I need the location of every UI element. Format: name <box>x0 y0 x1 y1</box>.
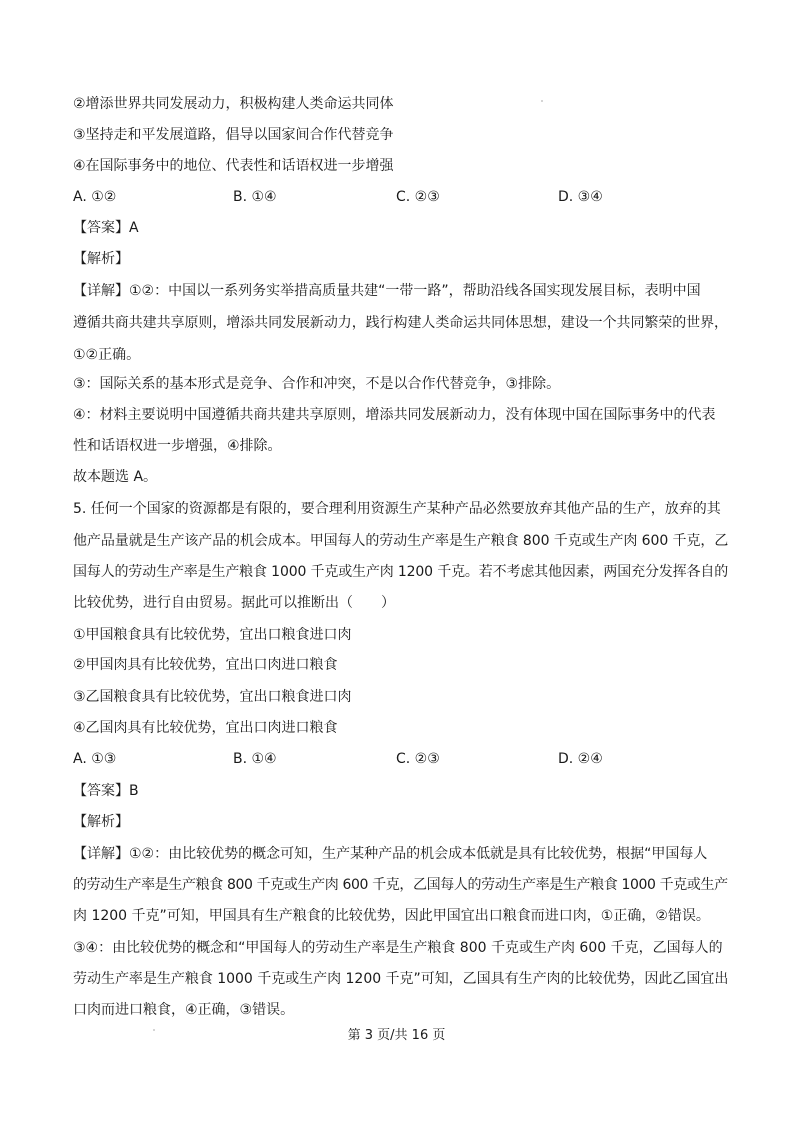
q5-answer: 【答案】B <box>73 783 139 799</box>
q5-analysis-label: 【解析】 <box>73 814 129 830</box>
q5-explanation-line: 【详解】①②：由比较优势的概念可知，生产某种产品的机会成本低就是具有比较优势，根据“甲国每人 <box>73 846 708 862</box>
q4-explanation-line: 遵循共商共建共享原则，增添共同发展新动力，践行构建人类命运共同体思想，建设一个共同繁荣的世界， <box>73 315 728 331</box>
q4-statement-2: ②增添世界共同发展动力，积极构建人类命运共同体 <box>73 96 394 112</box>
q4-explanation-line: 性和话语权进一步增强，④排除。 <box>73 438 282 454</box>
q5-explanation-line: 劳动生产率是生产粮食 1000 千克或生产肉 1200 千克”可知，乙国具有生产肉的比较优势，因此乙国宜出 <box>73 971 729 987</box>
scan-speck <box>541 100 543 102</box>
q5-stem-line: 国每人的劳动生产率是生产粮食 1000 千克或生产肉 1200 千克。若不考虑其他因素，两国充分发挥各自的 <box>73 564 729 580</box>
q5-statement-4: ④乙国肉具有比较优势，宜出口肉进口粮食 <box>73 720 338 736</box>
q5-stem-line: 5. 任何一个国家的资源都是有限的，要合理利用资源生产某种产品必然要放弃其他产品的生产，放弃的其 <box>73 501 721 517</box>
q5-option-b: B. ①④ <box>233 751 277 767</box>
q5-stem-line: 比较优势，进行自由贸易。据此可以推断出（ ） <box>73 595 395 611</box>
q5-options <box>73 750 713 768</box>
q5-option-d: D. ②④ <box>558 751 603 767</box>
q5-option-a: A. ①③ <box>73 751 117 767</box>
q4-statement-3: ③坚持走和平发展道路，倡导以国家间合作代替竞争 <box>73 127 394 143</box>
q5-statement-1: ①甲国粮食具有比较优势，宜出口粮食进口肉 <box>73 627 352 643</box>
q5-explanation-line: 口肉而进口粮食，④正确，③错误。 <box>73 1002 295 1018</box>
q4-answer: 【答案】A <box>73 220 139 236</box>
q4-conclusion: 故本题选 A。 <box>73 469 158 485</box>
q4-explanation-line: ④：材料主要说明中国遵循共商共建共享原则，增添共同发展新动力，没有体现中国在国际事务中的代表 <box>73 407 716 423</box>
q5-statement-3: ③乙国粮食具有比较优势，宜出口粮食进口肉 <box>73 689 352 705</box>
q4-options <box>73 188 713 206</box>
page-footer: 第 3 页/共 16 页 <box>347 1028 446 1043</box>
q4-option-b: B. ①④ <box>233 189 277 205</box>
q4-option-a: A. ①② <box>73 189 117 205</box>
q4-explanation-line: ③：国际关系的基本形式是竞争、合作和冲突，不是以合作代替竞争，③排除。 <box>73 376 561 392</box>
q4-analysis-label: 【解析】 <box>73 251 129 267</box>
q5-explanation-line: ③④：由比较优势的概念和“甲国每人的劳动生产率是生产粮食 800 千克或生产肉 600 千克，乙国每人的 <box>73 940 723 956</box>
q4-explanation-line: 【详解】①②：中国以一系列务实举措高质量共建“一带一路”，帮助沿线各国实现发展目标，表明中国 <box>73 283 701 299</box>
scan-speck <box>153 1029 155 1031</box>
q5-option-c: C. ②③ <box>396 751 440 767</box>
q5-statement-2: ②甲国肉具有比较优势，宜出口肉进口粮食 <box>73 657 338 673</box>
q5-explanation-line: 肉 1200 千克”可知，甲国具有生产粮食的比较优势，因此甲国宜出口粮食而进口肉，①正确，②错误。 <box>73 908 710 924</box>
q4-explanation-line: ①②正确。 <box>73 347 141 363</box>
q5-stem-line: 他产品量就是生产该产品的机会成本。甲国每人的劳动生产率是生产粮食 800 千克或生产肉 600 千克，乙 <box>73 533 729 549</box>
q4-option-d: D. ③④ <box>558 189 603 205</box>
q4-option-c: C. ②③ <box>396 189 440 205</box>
q5-explanation-line: 的劳动生产率是生产粮食 800 千克或生产肉 600 千克，乙国每人的劳动生产率是生产粮食 1000 千克或生产 <box>73 877 728 893</box>
q4-statement-4: ④在国际事务中的地位、代表性和话语权进一步增强 <box>73 158 394 174</box>
